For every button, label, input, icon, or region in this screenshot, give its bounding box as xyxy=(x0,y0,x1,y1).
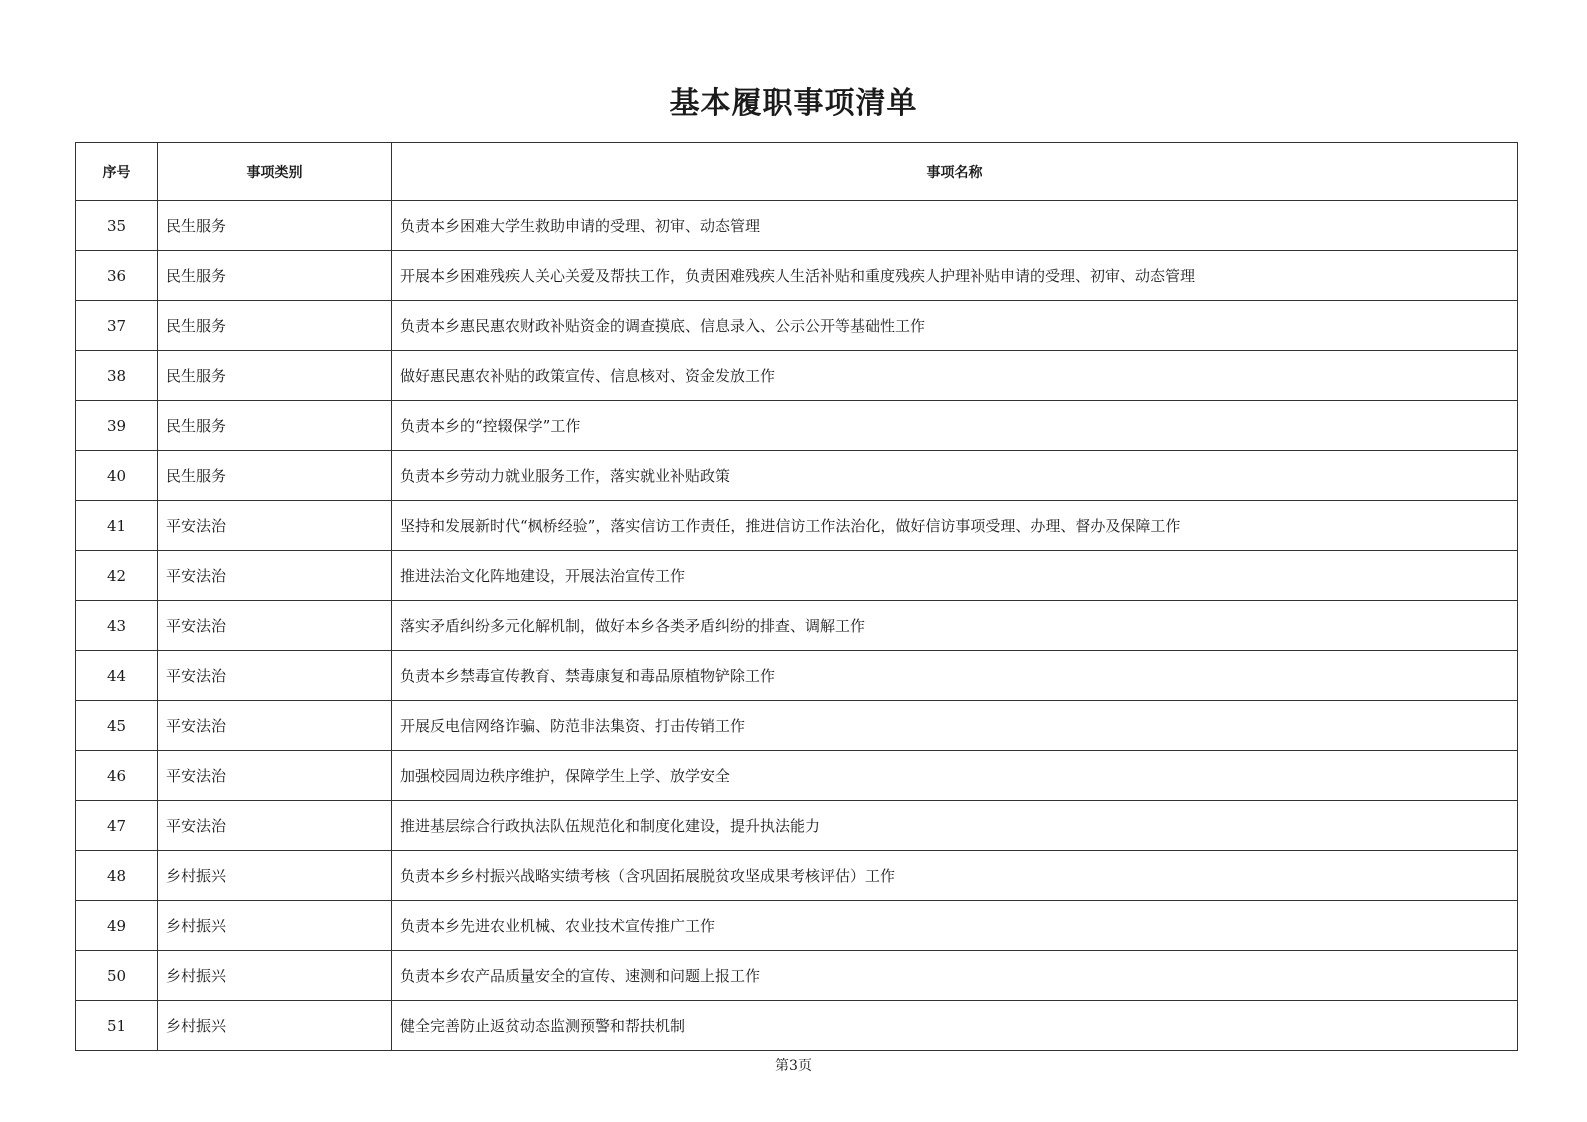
table-row xyxy=(76,401,1518,451)
row-item-name: 做好惠民惠农补贴的政策宣传、信息核对、资金发放工作 xyxy=(392,351,1518,401)
row-item-name: 负责本乡劳动力就业服务工作，落实就业补贴政策 xyxy=(392,451,1518,501)
table-row xyxy=(76,851,1518,901)
row-number: 36 xyxy=(76,251,158,301)
row-item-name: 负责本乡农产品质量安全的宣传、速测和问题上报工作 xyxy=(392,951,1518,1001)
row-item-name: 负责本乡禁毒宣传教育、禁毒康复和毒品原植物铲除工作 xyxy=(392,651,1518,701)
row-item-name: 负责本乡困难大学生救助申请的受理、初审、动态管理 xyxy=(392,201,1518,251)
row-category: 平安法治 xyxy=(158,701,392,751)
row-number: 50 xyxy=(76,951,158,1001)
row-number: 46 xyxy=(76,751,158,801)
row-number: 37 xyxy=(76,301,158,351)
row-number: 47 xyxy=(76,801,158,851)
table-row xyxy=(76,901,1518,951)
row-category: 乡村振兴 xyxy=(158,951,392,1001)
table-row xyxy=(76,1001,1518,1051)
row-number: 51 xyxy=(76,1001,158,1051)
table-row xyxy=(76,301,1518,351)
row-item-name: 开展反电信网络诈骗、防范非法集资、打击传销工作 xyxy=(392,701,1518,751)
row-item-name: 推进法治文化阵地建设，开展法治宣传工作 xyxy=(392,551,1518,601)
page-title: 基本履职事项清单 xyxy=(669,86,918,121)
row-item-name: 坚持和发展新时代“枫桥经验”，落实信访工作责任，推进信访工作法治化，做好信访事项受理、办理、督办及保障工作 xyxy=(392,501,1518,551)
table-row xyxy=(76,351,1518,401)
row-number: 48 xyxy=(76,851,158,901)
table-row xyxy=(76,251,1518,301)
row-category: 平安法治 xyxy=(158,501,392,551)
table-row xyxy=(76,651,1518,701)
row-number: 35 xyxy=(76,201,158,251)
table-row xyxy=(76,701,1518,751)
row-number: 45 xyxy=(76,701,158,751)
row-number: 42 xyxy=(76,551,158,601)
row-category: 乡村振兴 xyxy=(158,851,392,901)
row-category: 平安法治 xyxy=(158,801,392,851)
row-item-name: 开展本乡困难残疾人关心关爱及帮扶工作，负责困难残疾人生活补贴和重度残疾人护理补贴申请的受理、初审、动态管理 xyxy=(392,251,1518,301)
row-number: 38 xyxy=(76,351,158,401)
row-item-name: 负责本乡的“控辍保学”工作 xyxy=(392,401,1518,451)
header-no: 序号 xyxy=(76,143,158,201)
table-row xyxy=(76,551,1518,601)
row-category: 平安法治 xyxy=(158,601,392,651)
row-item-name: 负责本乡乡村振兴战略实绩考核（含巩固拓展脱贫攻坚成果考核评估）工作 xyxy=(392,851,1518,901)
row-category: 民生服务 xyxy=(158,401,392,451)
row-category: 平安法治 xyxy=(158,651,392,701)
row-item-name: 负责本乡惠民惠农财政补贴资金的调查摸底、信息录入、公示公开等基础性工作 xyxy=(392,301,1518,351)
row-category: 民生服务 xyxy=(158,351,392,401)
table-row xyxy=(76,451,1518,501)
table-row xyxy=(76,751,1518,801)
table-header-row xyxy=(76,143,1518,201)
row-number: 49 xyxy=(76,901,158,951)
table-body xyxy=(76,201,1518,1051)
row-category: 民生服务 xyxy=(158,301,392,351)
table-row xyxy=(76,801,1518,851)
header-category: 事项类别 xyxy=(158,143,392,201)
row-item-name: 负责本乡先进农业机械、农业技术宣传推广工作 xyxy=(392,901,1518,951)
row-number: 39 xyxy=(76,401,158,451)
row-number: 41 xyxy=(76,501,158,551)
row-category: 乡村振兴 xyxy=(158,901,392,951)
table-row xyxy=(76,501,1518,551)
row-category: 民生服务 xyxy=(158,201,392,251)
row-category: 民生服务 xyxy=(158,451,392,501)
duty-items-table xyxy=(75,142,1518,1051)
page-number: 第3页 xyxy=(775,1058,812,1074)
table-row xyxy=(76,601,1518,651)
row-item-name: 推进基层综合行政执法队伍规范化和制度化建设，提升执法能力 xyxy=(392,801,1518,851)
row-number: 43 xyxy=(76,601,158,651)
row-item-name: 落实矛盾纠纷多元化解机制，做好本乡各类矛盾纠纷的排查、调解工作 xyxy=(392,601,1518,651)
row-category: 平安法治 xyxy=(158,551,392,601)
row-category: 平安法治 xyxy=(158,751,392,801)
row-item-name: 加强校园周边秩序维护，保障学生上学、放学安全 xyxy=(392,751,1518,801)
row-number: 40 xyxy=(76,451,158,501)
table-row xyxy=(76,951,1518,1001)
row-category: 乡村振兴 xyxy=(158,1001,392,1051)
header-name: 事项名称 xyxy=(392,143,1518,201)
table-row xyxy=(76,201,1518,251)
row-category: 民生服务 xyxy=(158,251,392,301)
row-item-name: 健全完善防止返贫动态监测预警和帮扶机制 xyxy=(392,1001,1518,1051)
row-number: 44 xyxy=(76,651,158,701)
